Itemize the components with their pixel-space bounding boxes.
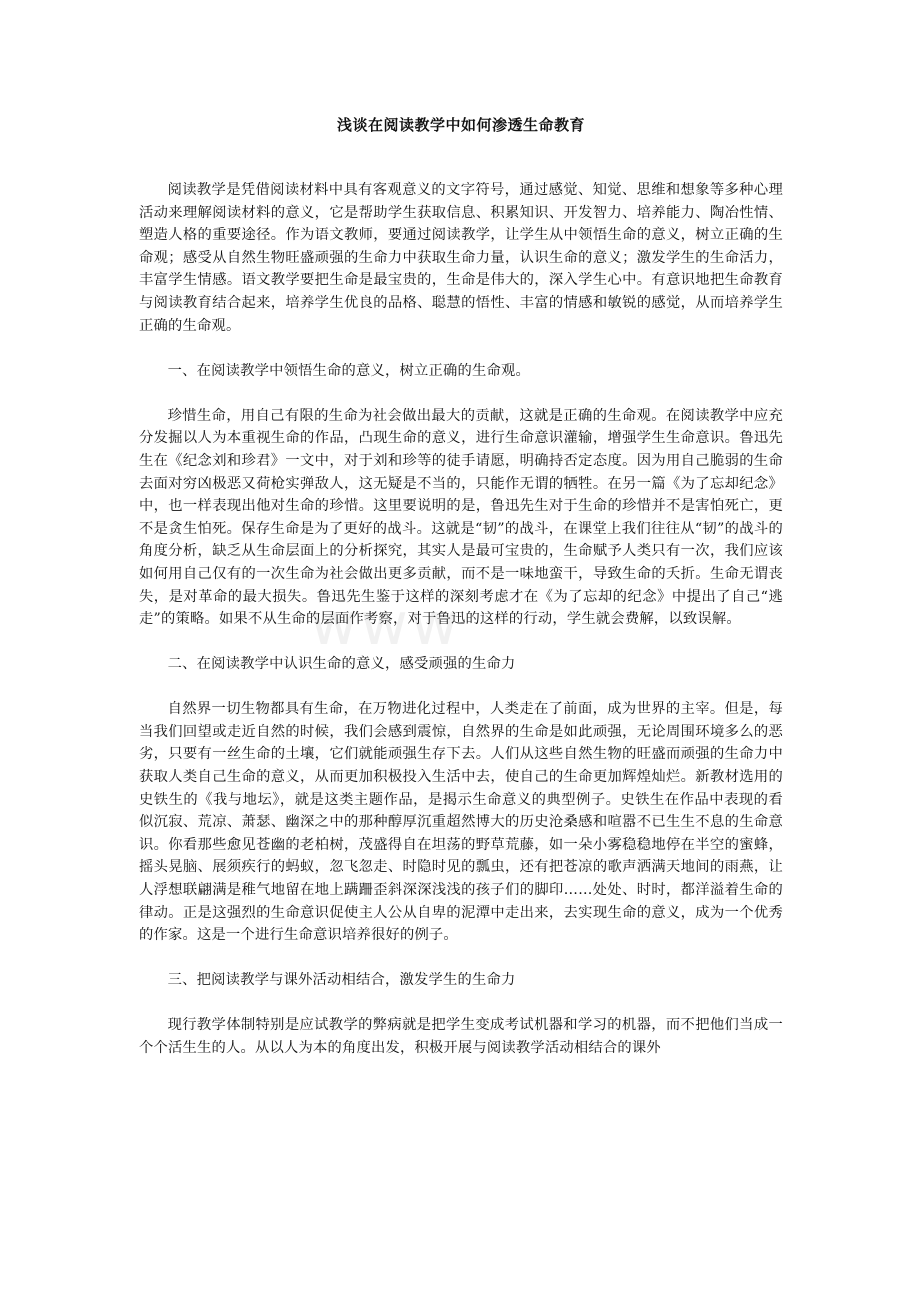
document-body: [139, 179, 783, 1082]
section-3-paragraph: 现行教学体制特别是应试教学的弊病就是把学生变成考试机器和学习的机器，而不把他们当成一个个活生生的人。从以人为本的角度出发，积极开展与阅读教学活动相结合的课外: [139, 1017, 783, 1056]
section-1-paragraph: 珍惜生命，用自己有限的生命为社会做出最大的贡献，这就是正确的生命观。在阅读教学中应充分发掘以人为本重视生命的作品，凸现生命的意义，进行生命意识灌输，增强学生生命意识。鲁迅先生在《纪念刘和珍君》一文中，对于刘和珍等的徒手请愿，明确持否定态度。因为用自己脆弱的生命去面对穷凶极恶又荷枪实弹敌人，这无疑是不当的，只能作无谓的牺牲。在另一篇《为了忘却纪念》中，也一样表现出他对生命的珍惜。这里要说明的是，鲁迅先生对于生命的珍惜并不是害怕死亡，更不是贪生怕死。保存生命是为了更好的战斗。这就是“韧”的战斗，在课堂上我们往往从“韧”的战斗的角度分析，缺乏从生命层面上的分析探究，其实人是最可宝贵的，生命赋予人类只有一次，我们应该如何用自己仅有的一次生命为社会做出更多贡献，而不是一味地蛮干，导致生命的夭折。生命无谓丧失，是对革命的最大损失。鲁迅先生鉴于这样的深刻考虑才在《为了忘却的纪念》中提出了自己“逃走”的策略。如果不从生命的层面作考察，对于鲁迅的这样的行动，学生就会费解，以致误解。: [139, 407, 783, 628]
section-1-heading: 一、在阅读教学中领悟生命的意义，树立正确的生命观。: [167, 362, 531, 379]
watermark: www: [310, 590, 462, 658]
document-title: 浅谈在阅读教学中如何渗透生命教育: [336, 116, 585, 134]
section-2-paragraph: 自然界一切生物都具有生命，在万物进化过程中，人类走在了前面，成为世界的主宰。但是，每当我们回望或走近自然的时候，我们会感到震惊，自然界的生命是如此顽强，无论周围环境多么的恶劣，只要有一丝生命的土壤，它们就能顽强生存下去。人们从这些自然生物的旺盛而顽强的生命力中获取人类自己生命的意义，从而更加积极投入生活中去，使自己的生命更加辉煌灿烂。新教材选用的史铁生的《我与地坛》，就是这类主题作品，是揭示生命意义的典型例子。史铁生在作品中表现的看似沉寂、荒凉、萧瑟、幽深之中的那种醇厚沉重超然博大的历史沧桑感和喧嚣不已生生不息的生命意识。你看那些愈见苍幽的老柏树，茂盛得自在坦荡的野草荒藤，如一朵小雾稳稳地停在半空的蜜蜂，摇头晃脑、展须疾行的蚂蚁，忽飞忽走、时隐时见的瓢虫，还有把苍凉的歌声洒满天地间的雨燕，让人浮想联翩满是稚气地留在地上蹒跚歪斜深深浅浅的孩子们的脚印……处处、时时，都洋溢着生命的律动。正是这强烈的生命意识促使主人公从自卑的泥潭中走出来，去实现生命的意义，成为一个优秀的作家。这是一个进行生命意识培养很好的例子。: [139, 701, 783, 944]
section-2-heading: 二、在阅读教学中认识生命的意义，感受顽强的生命力: [167, 656, 516, 673]
intro-paragraph: 阅读教学是凭借阅读材料中具有客观意义的文字符号，通过感觉、知觉、思维和想象等多种心理活动来理解阅读材料的意义，它是帮助学生获取信息、积累知识、开发智力、培养能力、陶冶性情、塑造人格的重要途径。作为语文教师，要通过阅读教学，让学生从中领悟生命的意义，树立正确的生命观；感受从自然生物旺盛顽强的生命力中获取生命力量，认识生命的意义；激发学生的生命活力，丰富学生情感。语文教学要把生命是最宝贵的，生命是伟大的，深入学生心中。有意识地把生命教育与阅读教育结合起来，培养学生优良的品格、聪慧的悟性、丰富的情感和敏锐的感觉，从而培养学生正确的生命观。: [139, 182, 783, 334]
section-3-heading: 三、把阅读教学与课外活动相结合，激发学生的生命力: [167, 972, 516, 989]
